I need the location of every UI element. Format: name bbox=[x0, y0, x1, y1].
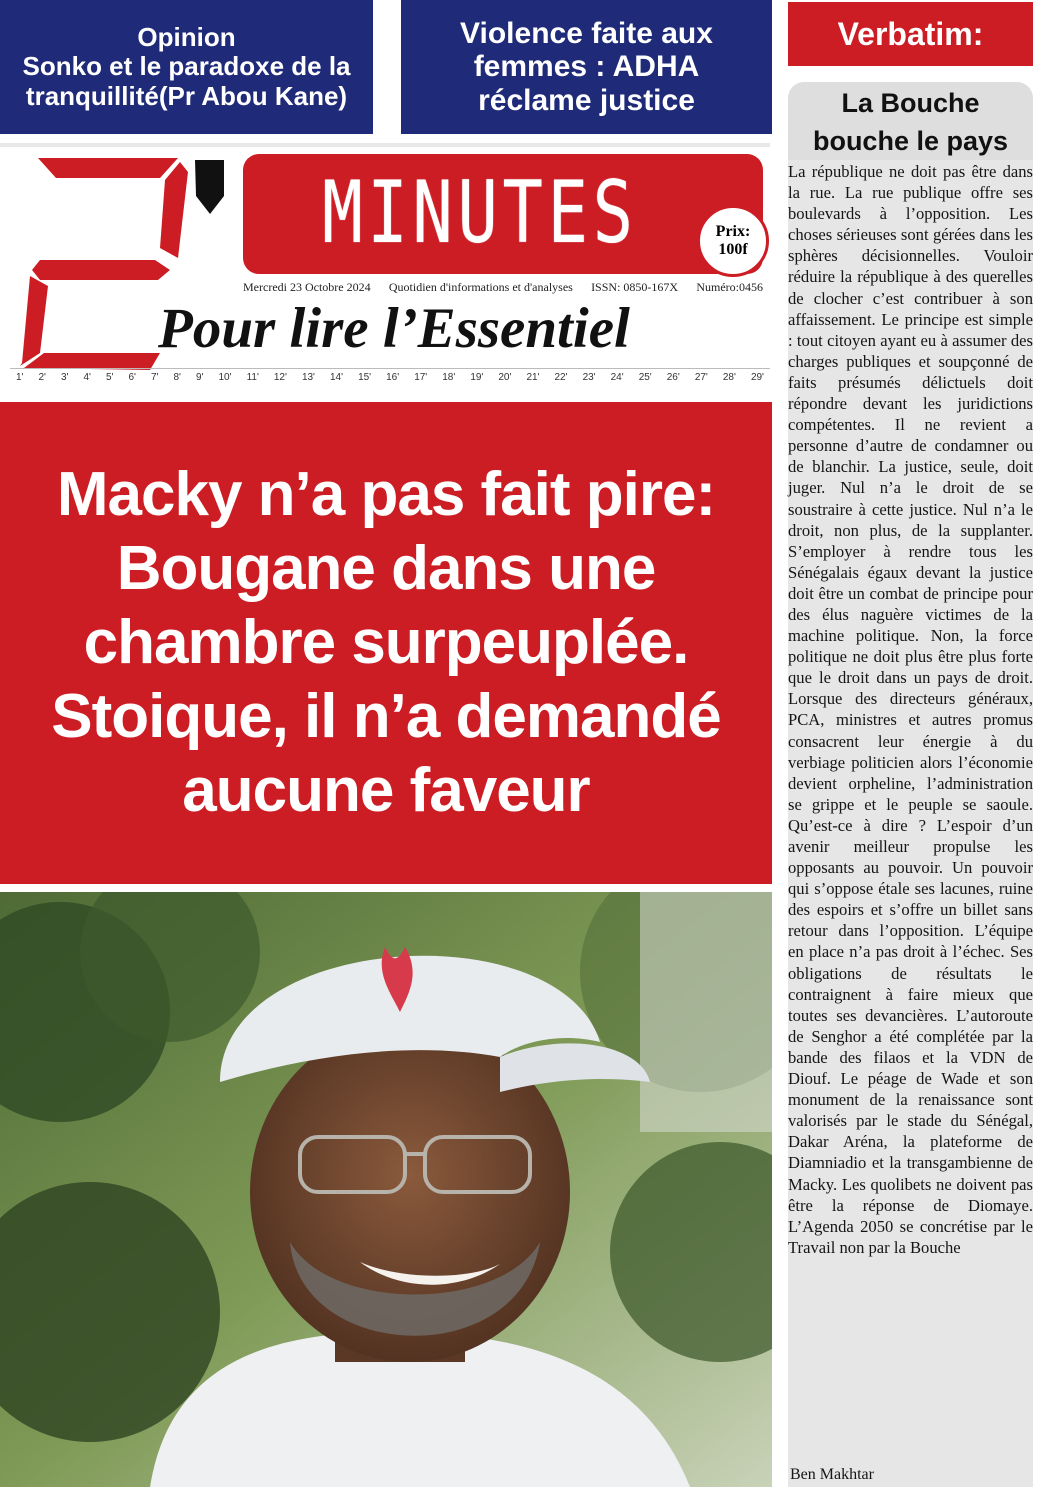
ruler-mark: 10' bbox=[218, 372, 232, 383]
ruler-mark: 5' bbox=[106, 372, 114, 383]
ruler-mark: 11' bbox=[246, 372, 259, 383]
portrait-photo bbox=[0, 892, 772, 1487]
headline-box[interactable] bbox=[0, 402, 772, 884]
tagline: Quotidien d'informations et d'analyses bbox=[388, 280, 573, 294]
teaser-violence-line2: femmes : ADHA bbox=[473, 50, 700, 84]
ruler-mark: 19' bbox=[470, 372, 484, 383]
issue-date: Mercredi 23 Octobre 2024 bbox=[243, 280, 371, 294]
ruler-mark: 3' bbox=[61, 372, 69, 383]
masthead-slogan: Pour lire l’Essentiel bbox=[158, 297, 630, 360]
teaser-violence-line3: réclame justice bbox=[478, 83, 695, 117]
ruler-mark: 1' bbox=[16, 372, 24, 383]
ruler-mark: 17' bbox=[414, 372, 428, 383]
ruler-mark: 4' bbox=[83, 372, 91, 383]
headline-line: Stoique, il n’a demandé bbox=[51, 682, 721, 751]
ruler-mark: 18' bbox=[442, 372, 456, 383]
headline-line: aucune faveur bbox=[182, 756, 590, 825]
editorial-text: La république ne doit pas être dans la rue. La rue publique offre ses boulevards à l’opposition. Les choses sérieuses sont gérées dans les sphères décisionnelles. Vouloir réduire la république à des querelles de clocher c’est contribuer à son affaissement. Le principe est simple : tout citoyen ayant eu à assumer des charges publiques et soupçonné de faits présumés délictuels doit répondre devant les juridictions compétentes. Il ne revient a personne d’autre de condamner ou de blanchir. La justice, seule, doit juger. Nul n’a le droit de se soustraire à cette justice. Nul n’a le droit, non plus, de la supplanter. S’employer à rendre tous les Sénégalais égaux devant la justice doit être un combat de principe pour des élus naguère victimes de la machine politique. Non, la force politique ne doit plus être plus forte que le droit dans un pays de droit. Lorsque des directeurs généraux, PCA, ministres et autres promus consacrent leur énergie à du verbiage politicien alors l’économie devient orpheline, l’administration se grippe et le peuple se saoule. Qu’est-ce à dire ? L’espoir d’un avenir meilleur propulse les opposants au pouvoir. Un pouvoir qui s’oppose étale ses lacunes, ruine des espoirs et s’offre un billet sans retour dans l’opposition. L’équipe en place n’a pas droit à l’échec. Ses obligations de résultats le contraignent à faire mieux que toutes ses devancières. L’autoroute de Senghor a été complétée par la bande des filaos et la VDN de Diouf. Le péage de Wade et son monument de la renaissance sont valorisés par le stade du Sénégal, Dakar Aréna, la plateforme de Diamniadio et la transgambienne de Macky. Les quolibets ne doivent pas être la réponse de Diomaye. L’Agenda 2050 se concrétise par le Travail non par la Bouche bbox=[788, 162, 1033, 1257]
masthead-title: MINUTES bbox=[322, 163, 638, 263]
headline-line: Macky n’a pas fait pire: bbox=[56, 460, 716, 529]
teaser-opinion-line3: tranquillité(Pr Abou Kane) bbox=[25, 80, 348, 111]
ruler-mark: 21' bbox=[526, 372, 540, 383]
ruler-mark: 12' bbox=[273, 372, 287, 383]
teaser-opinion-line2: Sonko et le paradoxe de la bbox=[22, 51, 351, 82]
ruler-mark: 16' bbox=[386, 372, 400, 383]
teaser-opinion[interactable] bbox=[0, 0, 373, 134]
ruler-mark: 26' bbox=[666, 372, 680, 383]
ruler-mark: 20' bbox=[498, 372, 512, 383]
ruler-mark: 24' bbox=[610, 372, 624, 383]
ruler-mark: 13' bbox=[301, 372, 315, 383]
ruler-mark: 14' bbox=[330, 372, 344, 383]
headline-line: Bougane dans une bbox=[116, 534, 656, 603]
teaser-violence-line1: Violence faite aux bbox=[460, 16, 713, 50]
ruler-mark: 25' bbox=[638, 372, 652, 383]
price-label: Prix: bbox=[715, 222, 751, 240]
headline-line: chambre surpeuplée. bbox=[83, 608, 689, 677]
ruler-mark: 22' bbox=[554, 372, 568, 383]
editorial-body bbox=[788, 161, 1033, 1258]
ruler-mark: 6' bbox=[128, 372, 136, 383]
editorial-title[interactable] bbox=[788, 82, 1033, 162]
editorial-title-line1: La Bouche bbox=[841, 88, 980, 118]
ruler-mark: 8' bbox=[173, 372, 181, 383]
masthead-rule bbox=[0, 143, 770, 147]
issue-number: Numéro:0456 bbox=[696, 280, 763, 294]
teaser-opinion-kicker: Opinion bbox=[137, 22, 236, 53]
price-badge bbox=[697, 205, 769, 277]
ruler-mark: 9' bbox=[196, 372, 204, 383]
editorial-author: Ben Makhtar bbox=[790, 1466, 874, 1483]
ruler-mark: 7' bbox=[151, 372, 159, 383]
ruler-mark: 23' bbox=[582, 372, 596, 383]
ruler-mark: 29' bbox=[750, 372, 764, 383]
section-label-verbatim: Verbatim: bbox=[788, 2, 1033, 66]
ruler-mark: 15' bbox=[358, 372, 372, 383]
issn: ISSN: 0850-167X bbox=[591, 280, 679, 294]
price-value: 100f bbox=[718, 241, 748, 258]
ruler-mark: 2' bbox=[38, 372, 46, 383]
minute-ruler bbox=[10, 368, 770, 386]
ruler-mark: 28' bbox=[722, 372, 736, 383]
ruler-mark: 27' bbox=[694, 372, 708, 383]
teaser-violence[interactable] bbox=[401, 0, 772, 134]
editorial-title-line2: bouche le pays bbox=[812, 126, 1009, 156]
